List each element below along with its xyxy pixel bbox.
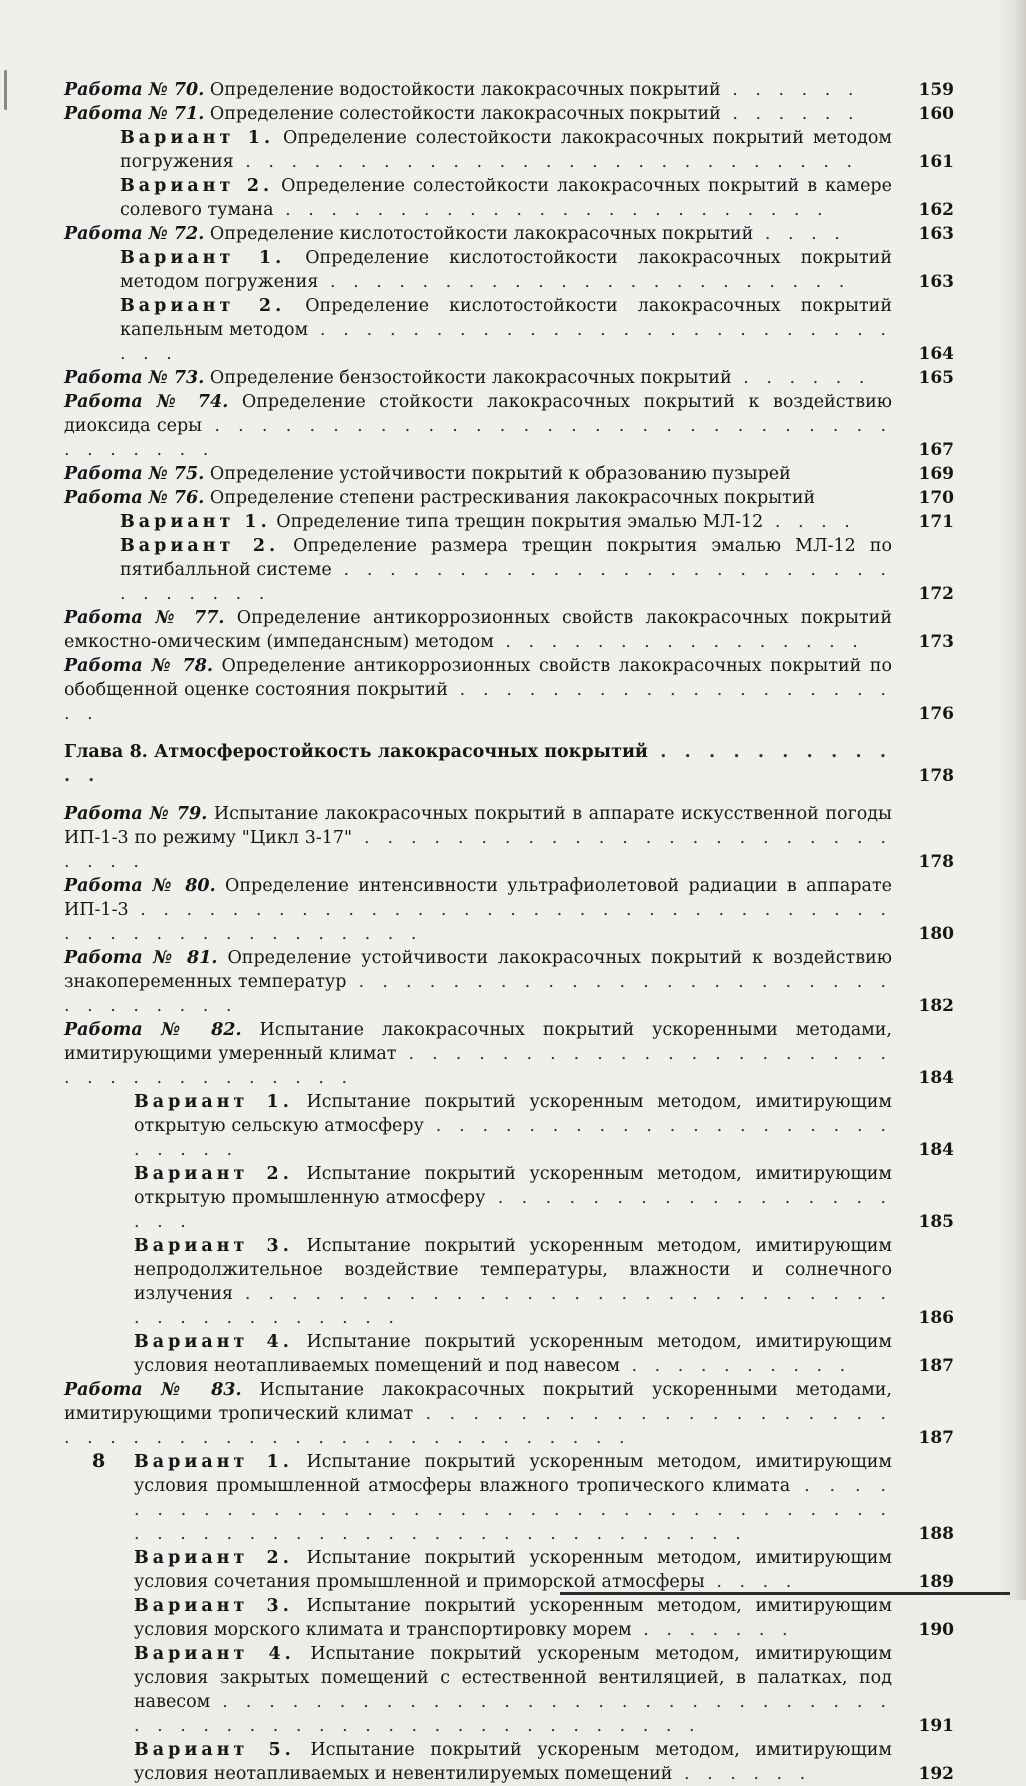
work-number: Работа № 79. — [64, 804, 208, 824]
entry-title: Испытание покрытий ускореным методом, имитирующим условия закрытых помещений с естественной вентиляцией, в палатках, под навесом — [134, 1644, 892, 1712]
work-number: Работа № 81. — [64, 948, 218, 968]
entry-title: Испытание покрытий ускоренным методом, имитирующим условия сочетания промышленной и приморской атмосферы — [134, 1548, 893, 1592]
work-number: Работа № 73. — [64, 368, 205, 388]
toc-work-entry[interactable] — [64, 946, 954, 1018]
leader-dots: . . . . . . — [720, 104, 860, 124]
toc-entry-text — [64, 78, 892, 102]
toc-entry-text — [120, 294, 892, 366]
leader-dots: . . . . — [763, 512, 856, 532]
entry-title: Определение водостойкости лакокрасочных покрытий — [204, 80, 721, 100]
toc-work-entry[interactable] — [64, 1018, 954, 1090]
page-ref: 163 — [918, 224, 954, 244]
leader-dots: . . . . . . — [672, 1764, 812, 1784]
page-ref: 190 — [918, 1620, 954, 1640]
variant-label: Вариант 4. — [134, 1644, 295, 1664]
variant-label: Вариант 2. — [134, 1164, 293, 1184]
entry-title: Испытание покрытий ускоренным методом, имитирующим непродолжительное воздействие температуры, влажности и солнечного излучения — [134, 1236, 893, 1304]
work-number: Работа № 71. — [64, 104, 205, 124]
toc-variant-entry[interactable] — [134, 1594, 954, 1642]
leader-dots: . . . . . . . . . . . . . . . . . . . . . . . . . . . . . . . . . . . . . . . . . . . . . . . . . — [64, 900, 892, 944]
page-ref: 163 — [918, 272, 954, 292]
leader-dots: . . . . . . . . . . . . . . . . . . . . . . . . — [273, 200, 829, 220]
toc-work-entry[interactable] — [64, 874, 954, 946]
entry-title: Испытание лакокрасочных покрытий ускоренными методами, имитирующими умеренный климат — [64, 1020, 892, 1064]
work-number: Работа № 70. — [64, 80, 205, 100]
book-spine-shadow — [998, 0, 1026, 1600]
work-number: Работа № 75. — [64, 464, 205, 484]
toc-work-entry[interactable] — [64, 606, 954, 654]
toc-variant-entry[interactable] — [134, 1642, 954, 1738]
entry-title: Определение устойчивости покрытий к образованию пузырей — [204, 464, 791, 484]
entry-title: Определение степени растрескивания лакокрасочных покрытий — [204, 488, 816, 508]
leader-dots: . . . . . . . . . . . . . . . . . . . . . . . . . . . . . . . . . . . . — [64, 416, 893, 460]
scan-edge-mark — [4, 70, 7, 110]
page-ref: 165 — [918, 368, 954, 388]
entry-title: Определение солестойкости лакокрасочных покрытий методом погружения — [120, 128, 892, 172]
table-of-contents — [64, 78, 954, 1786]
toc-entry-text — [134, 1642, 892, 1738]
variant-label: Вариант 1. — [120, 512, 271, 532]
scan-bottom-edge — [560, 1592, 1010, 1595]
work-number: Работа № 72. — [64, 224, 205, 244]
page-ref: 186 — [918, 1308, 954, 1328]
toc-work-entry[interactable] — [64, 102, 954, 126]
toc-entry-text — [64, 486, 892, 510]
entry-title: Определение антикоррозионных свойств лакокрасочных покрытий по обобщенной оценке состояния покрытий — [64, 656, 892, 700]
toc-variant-entry[interactable] — [134, 1162, 954, 1234]
entry-title: Испытание покрытий ускоренным методом, имитирующим условия неотапливаемых помещений и под навесом — [134, 1332, 893, 1376]
toc-entry-text — [64, 946, 892, 1018]
entry-title: Определение бензостойкости лакокрасочных покрытий — [204, 368, 732, 388]
entry-title: Испытание покрытий ускоренным методом, имитирующим условия промышленной атмосферы влажного тропического климата — [134, 1452, 893, 1496]
page-ref: 169 — [918, 464, 954, 484]
leader-dots: . . . . . . . . . . . . . . . . . . . . . . . . . . . . . . . . . . . . . . . . . . . . . . . . . . . . . . . . . . . . . . . . — [134, 1476, 892, 1544]
entry-title: Определение солестойкости лакокрасочных покрытий в камере солевого тумана — [120, 176, 892, 220]
toc-variant-entry[interactable] — [120, 126, 954, 174]
variant-label: Вариант 2. — [120, 176, 274, 196]
leader-dots: . . . . . . — [731, 368, 871, 388]
page-ref: 184 — [918, 1140, 954, 1160]
leader-dots: . . . . . . . . . . . . . . . . . . . . . . . . . . . . . . . . . . . . . . . . — [134, 1284, 892, 1328]
leader-dots: . . . . . . . . . . . . . . . . . . . . — [134, 1188, 892, 1232]
page-ref: 176 — [918, 704, 954, 724]
entry-title: Глава 8. Атмосферостойкость лакокрасочных покрытий — [64, 742, 648, 762]
work-number: Работа № 76. — [64, 488, 205, 508]
page-ref: 184 — [918, 1068, 954, 1088]
toc-entry-text — [134, 1546, 892, 1594]
toc-work-entry[interactable] — [64, 486, 954, 510]
toc-entry-text — [134, 1234, 892, 1330]
variant-label: Вариант 1. — [120, 248, 286, 268]
page-ref: 187 — [918, 1356, 954, 1376]
toc-work-entry[interactable] — [64, 390, 954, 462]
page-ref: 187 — [918, 1428, 954, 1448]
variant-label: Вариант 1. — [120, 128, 275, 148]
toc-variant-entry[interactable] — [134, 1546, 954, 1594]
variant-label: Вариант 1. — [134, 1092, 293, 1112]
toc-entry-text — [64, 740, 892, 788]
toc-entry-text — [64, 874, 892, 946]
page-ref: 172 — [918, 584, 954, 604]
page-ref: 167 — [918, 440, 954, 460]
variant-label: Вариант 3. — [134, 1596, 293, 1616]
entry-title: Определение кислотостойкости лакокрасочных покрытий — [204, 224, 754, 244]
toc-chapter[interactable] — [64, 740, 954, 788]
toc-entry-text — [120, 534, 892, 606]
variant-label: Вариант 2. — [120, 536, 280, 556]
toc-entry-text — [120, 126, 892, 174]
toc-work-entry[interactable] — [64, 78, 954, 102]
leader-dots: . . . . . . . . . . . . . . . . . . . . . . . . . . . — [233, 152, 859, 172]
toc-entry-text — [64, 222, 892, 246]
toc-variant-entry[interactable] — [134, 1450, 954, 1546]
variant-label: Вариант 3. — [134, 1236, 293, 1256]
entry-title: Испытание покрытий ускореным методом, имитирующим условия неотапливаемых и невентилируемых помещений — [134, 1740, 892, 1784]
page-ref: 188 — [918, 1524, 954, 1544]
page-ref: 162 — [918, 200, 954, 220]
toc-variant-entry[interactable] — [120, 294, 954, 366]
toc-entry-text — [134, 1738, 892, 1786]
toc-entry-text — [120, 510, 892, 534]
page-ref: 160 — [918, 104, 954, 124]
entry-title: Определение стойкости лакокрасочных покрытий к воздействию диоксида серы — [64, 392, 892, 436]
entry-title: Определение размера трещин покрытия эмалью МЛ-12 по пятибалльной системе — [120, 536, 893, 580]
toc-variant-entry[interactable] — [134, 1738, 954, 1786]
leader-dots: . . . . . . . . . . . . . . . . . . . . . . . . . — [134, 1116, 892, 1160]
page-ref: 182 — [918, 996, 954, 1016]
toc-work-entry[interactable] — [64, 366, 954, 390]
toc-variant-entry[interactable] — [134, 1090, 954, 1162]
page-ref: 159 — [918, 80, 954, 100]
variant-label: Вариант 4. — [134, 1332, 293, 1352]
leader-dots: . . . . . . . . . . . . — [64, 742, 892, 786]
page-ref: 180 — [918, 924, 954, 944]
leader-dots: . . . . — [704, 1572, 798, 1592]
entry-title: Определение кислотостойкости лакокрасочных покрытий капельным методом — [120, 296, 892, 340]
page-number: 8 — [92, 1450, 106, 1472]
page-ref: 185 — [918, 1212, 954, 1232]
toc-work-entry[interactable] — [64, 1378, 954, 1450]
page-ref: 173 — [918, 632, 954, 652]
toc-entry-text — [134, 1162, 892, 1234]
toc-variant-entry[interactable] — [120, 510, 954, 534]
entry-title: Определение устойчивости лакокрасочных покрытий к воздействию знакопеременных температур — [64, 948, 892, 992]
leader-dots: . . . . — [753, 224, 846, 244]
toc-entry-text — [64, 462, 892, 486]
entry-title: Испытание лакокрасочных покрытий ускоренными методами, имитирующими тропический климат — [64, 1380, 892, 1424]
toc-variant-entry[interactable] — [120, 534, 954, 606]
page-ref: 161 — [918, 152, 954, 172]
work-number: Работа № 77. — [64, 608, 225, 628]
entry-title: Испытание покрытий ускоренным методом, имитирующим открытую сельскую атмосферу — [134, 1092, 893, 1136]
work-number: Работа № 78. — [64, 656, 214, 676]
variant-label: Вариант 2. — [134, 1548, 293, 1568]
toc-entry-text — [64, 654, 892, 726]
toc-entry-text — [64, 366, 892, 390]
leader-dots: . . . . . . . . . . . . . . . . . . . . . . . . . . . . . . . . . . . . . . . . . . . . . . . . . . . . . . — [134, 1692, 892, 1736]
toc-entry-text — [134, 1594, 892, 1642]
toc-variant-entry[interactable] — [134, 1330, 954, 1378]
leader-dots: . . . . . . . . . . . . . . . . . . . . . — [64, 680, 892, 724]
toc-entry-text — [134, 1090, 892, 1162]
entry-title: Испытание лакокрасочных покрытий в аппарате искусственной погоды ИП-1-3 по режиму "Цикл 3-17" — [64, 804, 892, 848]
work-number: Работа № 82. — [64, 1020, 242, 1040]
page-ref: 170 — [918, 488, 954, 508]
leader-dots: . . . . . . . . . . . . . . . . . . . . . . . . . . . . . . . — [64, 972, 892, 1016]
page-ref: 171 — [918, 512, 954, 532]
work-number: Работа № 83. — [64, 1380, 242, 1400]
toc-entry-text — [64, 102, 892, 126]
page-ref: 178 — [918, 766, 954, 786]
page-ref: 191 — [918, 1716, 954, 1736]
variant-label: Вариант 1. — [134, 1452, 293, 1472]
leader-dots: . . . . . . — [720, 80, 860, 100]
toc-variant-entry[interactable] — [120, 174, 954, 222]
leader-dots: . . . . . . . . . . . . . . . . . . . . . . . . . . . . . . . . . . — [64, 1044, 892, 1088]
leader-dots: . . . . . . . . . . . . . . . . . . . . . . . — [318, 272, 851, 292]
variant-label: Вариант 5. — [134, 1740, 295, 1760]
leader-dots: . . . . . . . . . . — [619, 1356, 852, 1376]
entry-title: Определение интенсивности ультрафиолетовой радиации в аппарате ИП-1-3 — [64, 876, 892, 920]
entry-title: Испытание покрытий ускоренным методом, имитирующим условия морского климата и транспортировку морем — [134, 1596, 893, 1640]
entry-title: Испытание покрытий ускоренным методом, имитирующим открытую промышленную атмосферу — [134, 1164, 893, 1208]
leader-dots: . . . . . . . . . . . . . . . . . . . . . . . . . . . . — [120, 320, 892, 364]
toc-work-entry[interactable] — [64, 462, 954, 486]
toc-entry-text — [64, 1378, 892, 1450]
work-number: Работа № 80. — [64, 876, 216, 896]
page-ref: 192 — [918, 1764, 954, 1784]
toc-entry-text — [134, 1450, 892, 1546]
toc-variant-entry[interactable] — [120, 246, 954, 294]
leader-dots: . . . . . . . . . . . . . . . . . . . . . . . . . . . . . . . . . . . . . . . . . . . . . — [64, 1404, 892, 1448]
toc-entry-text — [64, 390, 892, 462]
toc-work-entry[interactable] — [64, 222, 954, 246]
entry-title: Определение солестойкости лакокрасочных покрытий — [204, 104, 721, 124]
entry-title: Определение типа трещин покрытия эмалью МЛ-12 — [270, 512, 764, 532]
page-ref: 164 — [918, 344, 954, 364]
toc-variant-entry[interactable] — [134, 1234, 954, 1330]
work-number: Работа № 74. — [64, 392, 229, 412]
entry-title: Определение кислотостойкости лакокрасочных покрытий методом погружения — [120, 248, 892, 292]
toc-entry-text — [64, 606, 892, 654]
leader-dots: . . . . . . . . . . . . . . . . — [493, 632, 864, 652]
page-ref: 178 — [918, 852, 954, 872]
variant-label: Вариант 2. — [120, 296, 286, 316]
leader-dots: . . . . . . . . . . . . . . . . . . . . . . . . . . . . . . . — [120, 560, 892, 604]
toc-work-entry[interactable] — [64, 654, 954, 726]
toc-entry-text — [64, 1018, 892, 1090]
toc-entry-text — [134, 1330, 892, 1378]
leader-dots: . . . . . . . — [631, 1620, 794, 1640]
toc-entry-text — [120, 174, 892, 222]
entry-title: Определение антикоррозионных свойств лакокрасочных покрытий емкостно-омическим (импедансным) методом — [64, 608, 892, 652]
page-ref: 189 — [918, 1572, 954, 1592]
toc-entry-text — [64, 802, 892, 874]
leader-dots: . . . . . . . . . . . . . . . . . . . . . . . . . . . — [64, 828, 892, 872]
toc-work-entry[interactable] — [64, 802, 954, 874]
toc-entry-text — [120, 246, 892, 294]
